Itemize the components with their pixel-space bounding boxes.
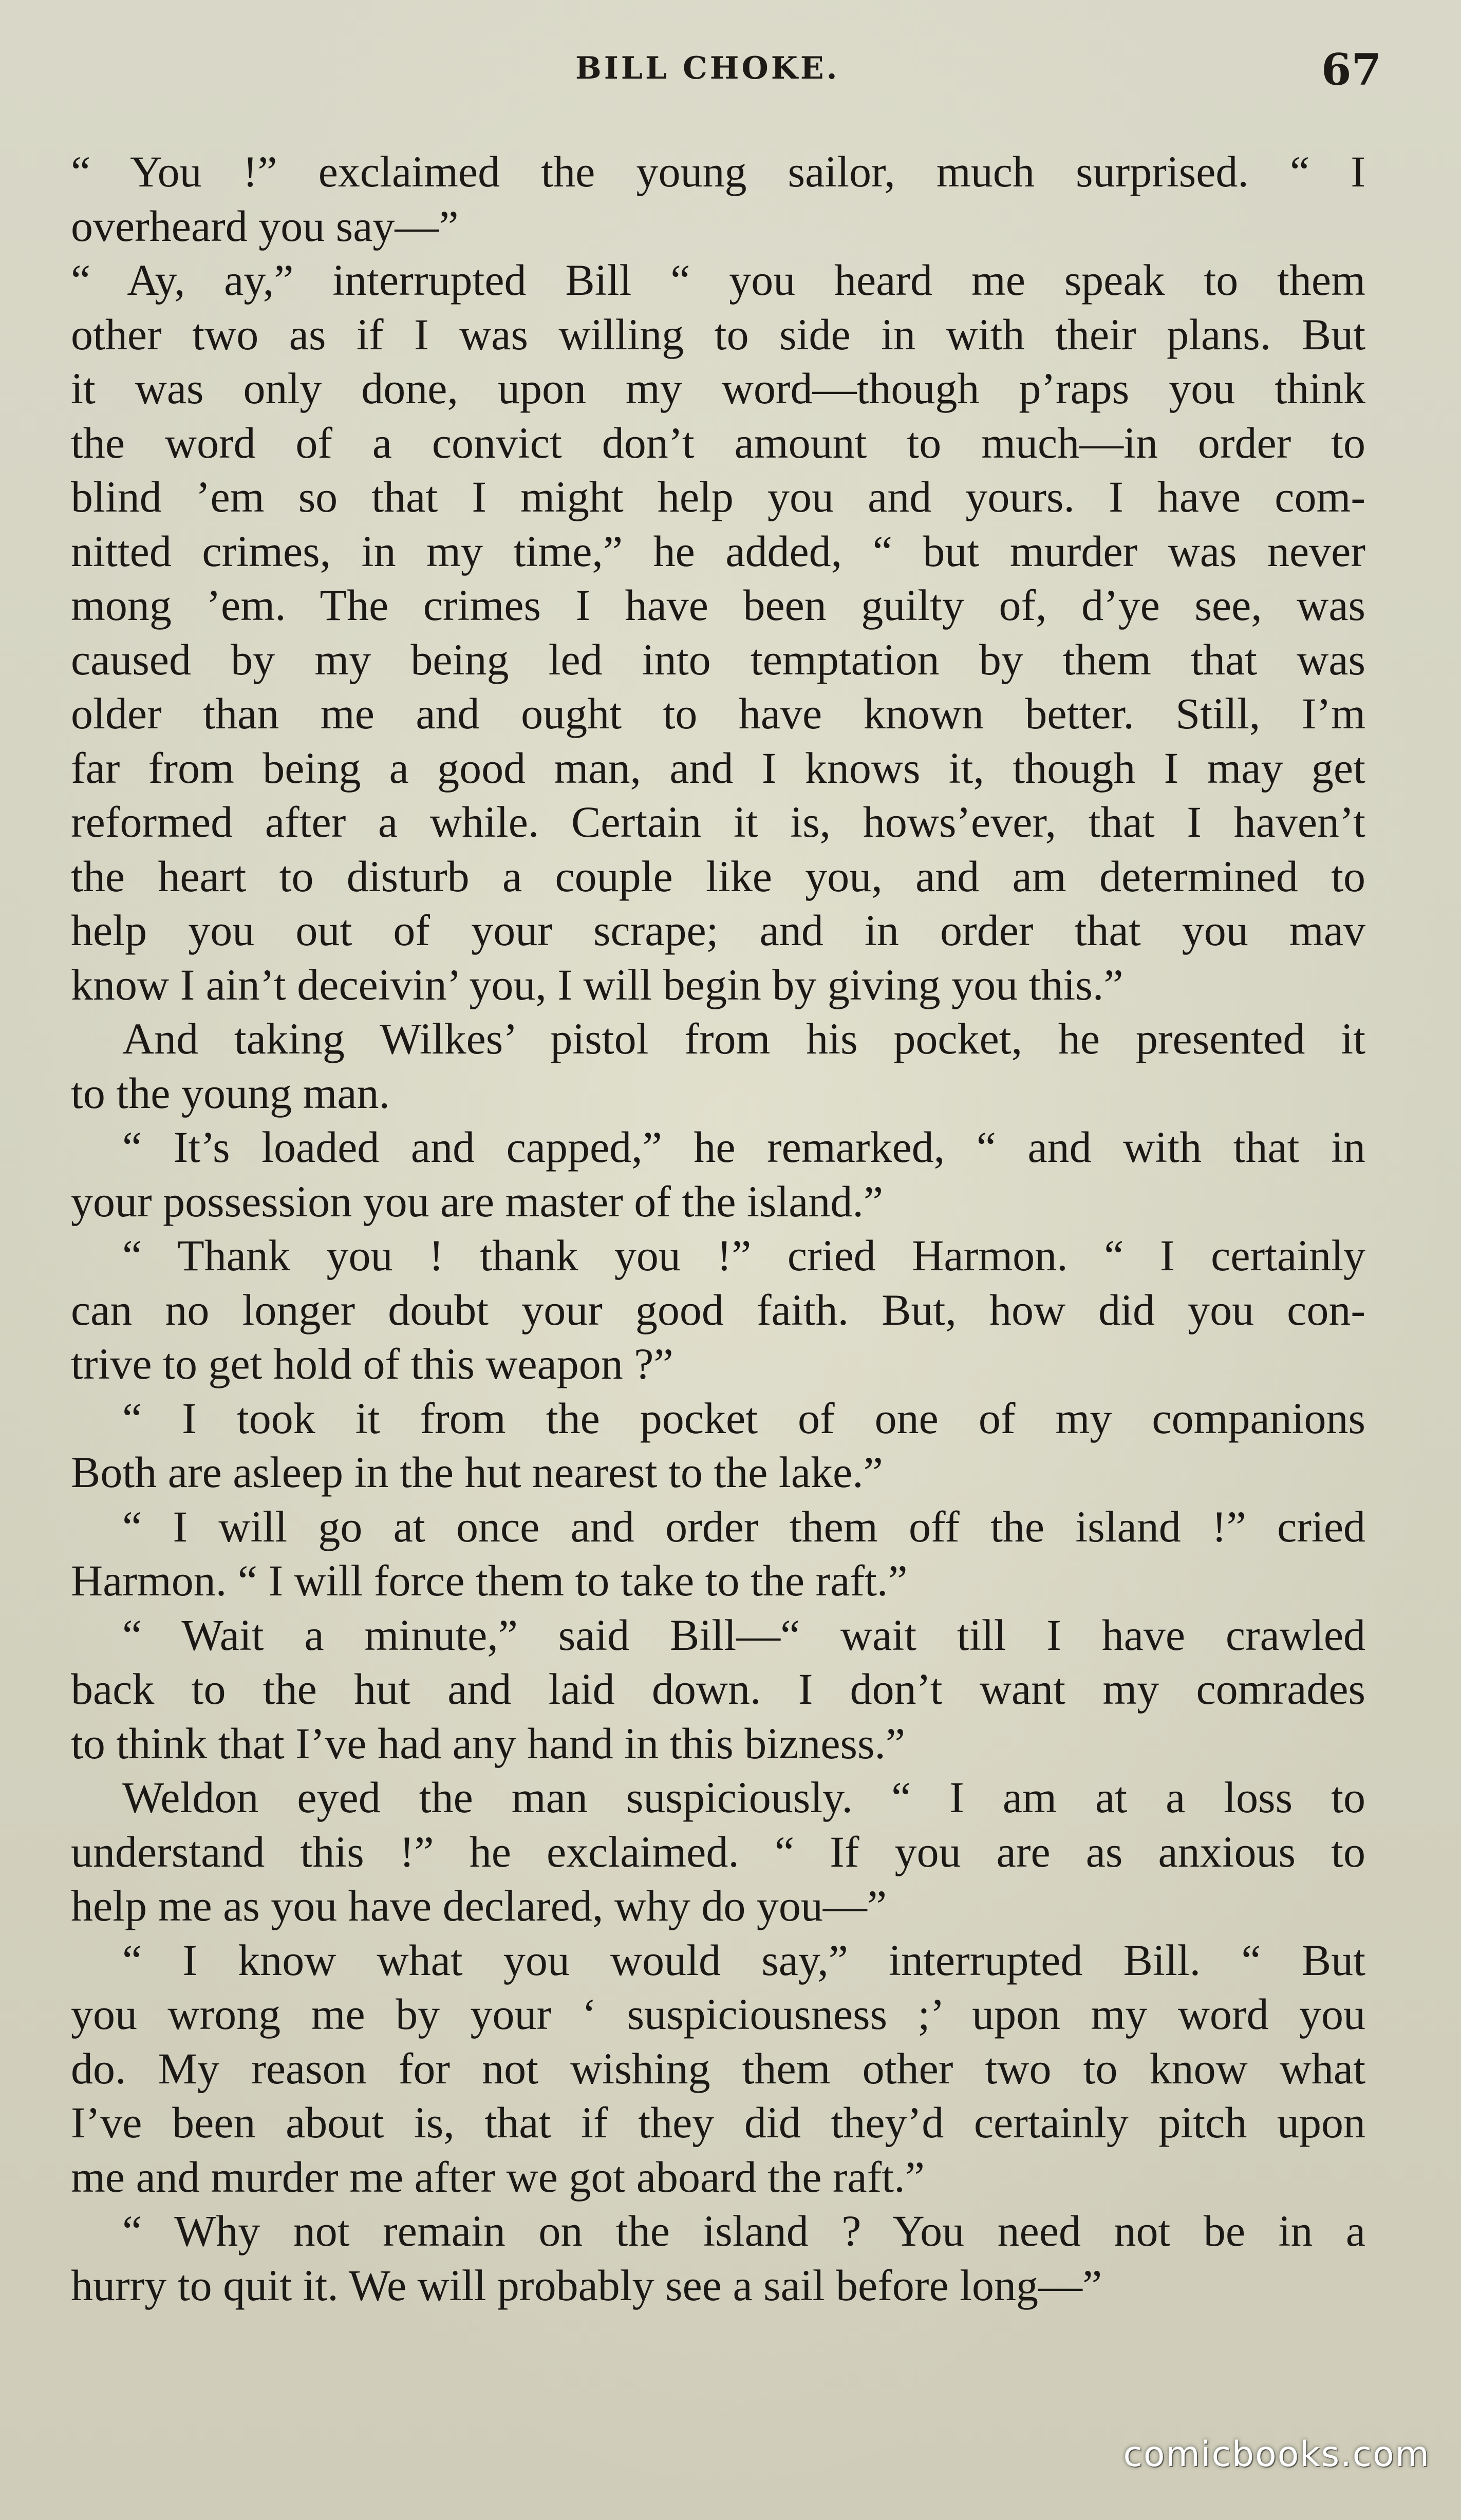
body-text	[71, 145, 1365, 2312]
text-line: Both are asleep in the hut nearest to the lake.”	[71, 1447, 883, 1497]
text-line: other two as if I was willing to side in with their plans. But	[71, 309, 1365, 359]
text-line: older than me and ought to have known better. Still, I’m	[71, 689, 1365, 738]
text-line: Harmon. “ I will force them to take to the raft.”	[71, 1556, 908, 1605]
text-line: understand this !” he exclaimed. “ If you are as anxious to	[71, 1827, 1365, 1876]
text-line: “ Ay, ay,” interrupted Bill “ you heard me speak to them	[71, 255, 1365, 305]
text-line: hurry to quit it. We will probably see a sail before long—”	[71, 2260, 1102, 2310]
text-line: can no longer doubt your good faith. But, how did you con-	[71, 1285, 1365, 1334]
text-line: I’ve been about is, that if they did they’d certainly pitch upon	[71, 2098, 1365, 2147]
text-line: to the young man.	[71, 1068, 390, 1118]
running-title: BILL CHOKE.	[575, 50, 840, 86]
text-line: nitted crimes, in my time,” he added, “ but murder was never	[71, 526, 1365, 576]
text-line: And taking Wilkes’ pistol from his pocket, he presented it	[122, 1014, 1365, 1063]
text-line: far from being a good man, and I knows it, though I may get	[71, 743, 1365, 793]
text-line: me and murder me after we got aboard the raft.”	[71, 2152, 925, 2202]
page-number: 67	[1321, 44, 1381, 95]
text-line: help me as you have declared, why do you—”	[71, 1881, 887, 1930]
text-line: “ I know what you would say,” interrupted Bill. “ But	[122, 1935, 1365, 1985]
text-line: your possession you are master of the island.”	[71, 1176, 884, 1226]
text-line: “ Wait a minute,” said Bill—“ wait till I have crawled	[122, 1610, 1365, 1660]
text-line: it was only done, upon my word—though p’raps you think	[71, 364, 1365, 413]
text-line: caused by my being led into temptation by them that was	[71, 634, 1365, 684]
text-line: “ It’s loaded and capped,” he remarked, “ and with that in	[122, 1122, 1365, 1172]
text-line: back to the hut and laid down. I don’t want my comrades	[71, 1664, 1365, 1714]
text-line: reformed after a while. Certain it is, hows’ever, that I haven’t	[71, 797, 1365, 847]
text-line: Weldon eyed the man suspiciously. “ I am at a loss to	[122, 1773, 1365, 1822]
text-line: you wrong me by your ‘ suspiciousness ;’ upon my word you	[71, 1989, 1365, 2039]
text-line: trive to get hold of this weapon ?”	[71, 1339, 673, 1388]
text-line: overheard you say—”	[71, 201, 459, 251]
text-line: help you out of your scrape; and in order that you mav	[71, 906, 1365, 955]
site-watermark: comicbooks.com	[1123, 2434, 1430, 2475]
text-line: do. My reason for not wishing them other two to know what	[71, 2043, 1365, 2093]
text-line: to think that I’ve had any hand in this bizness.”	[71, 1718, 906, 1768]
text-line: know I ain’t deceivin’ you, I will begin by giving you this.”	[71, 960, 1123, 1009]
text-line: mong ’em. The crimes I have been guilty of, d’ye see, was	[71, 580, 1365, 630]
text-line: “ I will go at once and order them off the island !” cried	[122, 1501, 1365, 1551]
text-line: “ I took it from the pocket of one of my companions	[122, 1393, 1365, 1443]
text-line: “ Thank you ! thank you !” cried Harmon. “ I certainly	[122, 1231, 1365, 1280]
text-line: the heart to disturb a couple like you, and am determined to	[71, 851, 1365, 901]
text-line: “ Why not remain on the island ? You need not be in a	[122, 2206, 1365, 2255]
text-line: “ You !” exclaimed the young sailor, much surprised. “ I	[71, 147, 1365, 196]
page-header	[0, 44, 1461, 104]
text-line: the word of a convict don’t amount to much—in order to	[71, 418, 1365, 467]
text-line: blind ’em so that I might help you and yours. I have com-	[71, 472, 1365, 521]
